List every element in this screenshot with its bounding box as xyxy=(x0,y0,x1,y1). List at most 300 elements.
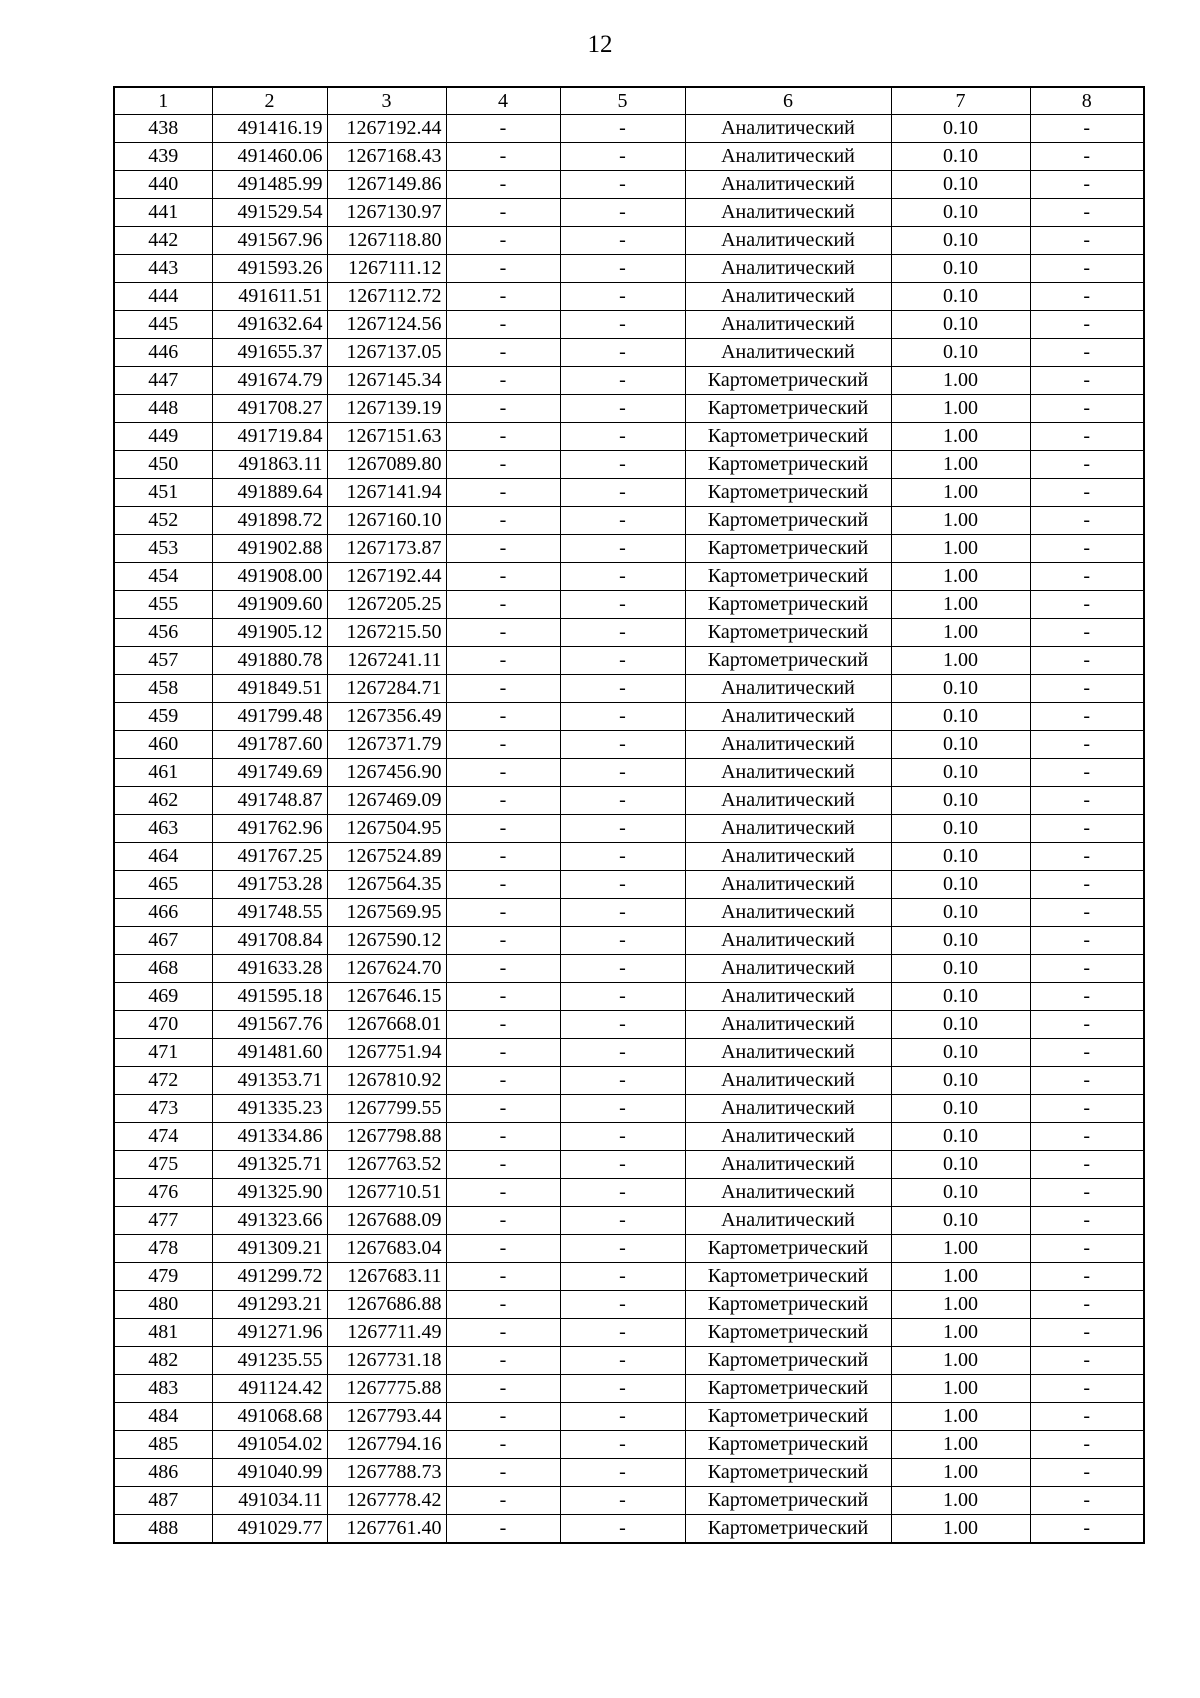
table-row xyxy=(114,731,1144,759)
column-8-cell: - xyxy=(1030,171,1144,199)
point-number-cell: 458 xyxy=(114,675,212,703)
column-header: 6 xyxy=(685,87,891,115)
table-row xyxy=(114,1011,1144,1039)
column-5-cell: - xyxy=(560,143,685,171)
point-number-cell: 467 xyxy=(114,927,212,955)
table-row xyxy=(114,479,1144,507)
point-number-cell: 440 xyxy=(114,171,212,199)
y-coordinate-cell: 1267456.90 xyxy=(327,759,446,787)
column-8-cell: - xyxy=(1030,479,1144,507)
column-5-cell: - xyxy=(560,675,685,703)
column-4-cell: - xyxy=(446,1039,560,1067)
x-coordinate-cell: 491029.77 xyxy=(212,1515,327,1544)
point-number-cell: 465 xyxy=(114,871,212,899)
column-5-cell: - xyxy=(560,871,685,899)
accuracy-cell: 0.10 xyxy=(891,283,1030,311)
y-coordinate-cell: 1267149.86 xyxy=(327,171,446,199)
point-number-cell: 486 xyxy=(114,1459,212,1487)
column-4-cell: - xyxy=(446,983,560,1011)
table-row xyxy=(114,927,1144,955)
method-cell: Картометрический xyxy=(685,1263,891,1291)
column-8-cell: - xyxy=(1030,843,1144,871)
column-5-cell: - xyxy=(560,395,685,423)
x-coordinate-cell: 491299.72 xyxy=(212,1263,327,1291)
method-cell: Аналитический xyxy=(685,199,891,227)
column-4-cell: - xyxy=(446,1095,560,1123)
column-header: 5 xyxy=(560,87,685,115)
point-number-cell: 444 xyxy=(114,283,212,311)
table-row xyxy=(114,171,1144,199)
column-4-cell: - xyxy=(446,871,560,899)
column-4-cell: - xyxy=(446,591,560,619)
table-header-row xyxy=(114,87,1144,115)
column-8-cell: - xyxy=(1030,255,1144,283)
table-row xyxy=(114,1459,1144,1487)
column-8-cell: - xyxy=(1030,1403,1144,1431)
column-8-cell: - xyxy=(1030,1515,1144,1544)
x-coordinate-cell: 491902.88 xyxy=(212,535,327,563)
point-number-cell: 448 xyxy=(114,395,212,423)
accuracy-cell: 0.10 xyxy=(891,227,1030,255)
method-cell: Аналитический xyxy=(685,927,891,955)
y-coordinate-cell: 1267524.89 xyxy=(327,843,446,871)
y-coordinate-cell: 1267141.94 xyxy=(327,479,446,507)
accuracy-cell: 1.00 xyxy=(891,1431,1030,1459)
table-row xyxy=(114,1123,1144,1151)
column-4-cell: - xyxy=(446,1459,560,1487)
accuracy-cell: 0.10 xyxy=(891,311,1030,339)
point-number-cell: 453 xyxy=(114,535,212,563)
y-coordinate-cell: 1267788.73 xyxy=(327,1459,446,1487)
column-5-cell: - xyxy=(560,703,685,731)
column-5-cell: - xyxy=(560,1291,685,1319)
x-coordinate-cell: 491595.18 xyxy=(212,983,327,1011)
table-row xyxy=(114,899,1144,927)
column-8-cell: - xyxy=(1030,899,1144,927)
x-coordinate-cell: 491674.79 xyxy=(212,367,327,395)
column-8-cell: - xyxy=(1030,1207,1144,1235)
x-coordinate-cell: 491749.69 xyxy=(212,759,327,787)
method-cell: Аналитический xyxy=(685,899,891,927)
method-cell: Аналитический xyxy=(685,1179,891,1207)
method-cell: Аналитический xyxy=(685,843,891,871)
accuracy-cell: 0.10 xyxy=(891,815,1030,843)
point-number-cell: 477 xyxy=(114,1207,212,1235)
column-5-cell: - xyxy=(560,115,685,143)
method-cell: Картометрический xyxy=(685,535,891,563)
point-number-cell: 441 xyxy=(114,199,212,227)
x-coordinate-cell: 491335.23 xyxy=(212,1095,327,1123)
column-header: 7 xyxy=(891,87,1030,115)
point-number-cell: 443 xyxy=(114,255,212,283)
x-coordinate-cell: 491068.68 xyxy=(212,1403,327,1431)
column-5-cell: - xyxy=(560,955,685,983)
point-number-cell: 473 xyxy=(114,1095,212,1123)
column-5-cell: - xyxy=(560,1235,685,1263)
column-5-cell: - xyxy=(560,1207,685,1235)
column-8-cell: - xyxy=(1030,535,1144,563)
table-row xyxy=(114,1039,1144,1067)
point-number-cell: 454 xyxy=(114,563,212,591)
accuracy-cell: 0.10 xyxy=(891,1095,1030,1123)
column-5-cell: - xyxy=(560,1011,685,1039)
column-8-cell: - xyxy=(1030,647,1144,675)
point-number-cell: 463 xyxy=(114,815,212,843)
column-5-cell: - xyxy=(560,1067,685,1095)
y-coordinate-cell: 1267646.15 xyxy=(327,983,446,1011)
column-8-cell: - xyxy=(1030,1095,1144,1123)
column-5-cell: - xyxy=(560,1039,685,1067)
column-header: 3 xyxy=(327,87,446,115)
x-coordinate-cell: 491040.99 xyxy=(212,1459,327,1487)
accuracy-cell: 0.10 xyxy=(891,731,1030,759)
column-4-cell: - xyxy=(446,171,560,199)
point-number-cell: 457 xyxy=(114,647,212,675)
column-4-cell: - xyxy=(446,311,560,339)
point-number-cell: 460 xyxy=(114,731,212,759)
column-8-cell: - xyxy=(1030,395,1144,423)
table-row xyxy=(114,563,1144,591)
table-row xyxy=(114,283,1144,311)
column-4-cell: - xyxy=(446,1487,560,1515)
method-cell: Картометрический xyxy=(685,563,891,591)
accuracy-cell: 0.10 xyxy=(891,199,1030,227)
column-header: 8 xyxy=(1030,87,1144,115)
y-coordinate-cell: 1267130.97 xyxy=(327,199,446,227)
method-cell: Картометрический xyxy=(685,1515,891,1544)
column-8-cell: - xyxy=(1030,927,1144,955)
method-cell: Аналитический xyxy=(685,871,891,899)
point-number-cell: 480 xyxy=(114,1291,212,1319)
accuracy-cell: 0.10 xyxy=(891,787,1030,815)
y-coordinate-cell: 1267683.11 xyxy=(327,1263,446,1291)
column-5-cell: - xyxy=(560,535,685,563)
column-8-cell: - xyxy=(1030,787,1144,815)
point-number-cell: 450 xyxy=(114,451,212,479)
column-5-cell: - xyxy=(560,591,685,619)
point-number-cell: 475 xyxy=(114,1151,212,1179)
accuracy-cell: 0.10 xyxy=(891,675,1030,703)
method-cell: Картометрический xyxy=(685,451,891,479)
point-number-cell: 479 xyxy=(114,1263,212,1291)
point-number-cell: 451 xyxy=(114,479,212,507)
method-cell: Аналитический xyxy=(685,171,891,199)
accuracy-cell: 0.10 xyxy=(891,983,1030,1011)
accuracy-cell: 1.00 xyxy=(891,591,1030,619)
column-4-cell: - xyxy=(446,227,560,255)
column-5-cell: - xyxy=(560,759,685,787)
y-coordinate-cell: 1267215.50 xyxy=(327,619,446,647)
x-coordinate-cell: 491767.25 xyxy=(212,843,327,871)
x-coordinate-cell: 491124.42 xyxy=(212,1375,327,1403)
table-row xyxy=(114,1375,1144,1403)
column-8-cell: - xyxy=(1030,199,1144,227)
y-coordinate-cell: 1267089.80 xyxy=(327,451,446,479)
x-coordinate-cell: 491567.76 xyxy=(212,1011,327,1039)
y-coordinate-cell: 1267778.42 xyxy=(327,1487,446,1515)
column-8-cell: - xyxy=(1030,815,1144,843)
table-row xyxy=(114,143,1144,171)
column-4-cell: - xyxy=(446,535,560,563)
point-number-cell: 485 xyxy=(114,1431,212,1459)
column-5-cell: - xyxy=(560,619,685,647)
method-cell: Аналитический xyxy=(685,1095,891,1123)
column-8-cell: - xyxy=(1030,1235,1144,1263)
y-coordinate-cell: 1267112.72 xyxy=(327,283,446,311)
table-row xyxy=(114,1319,1144,1347)
y-coordinate-cell: 1267710.51 xyxy=(327,1179,446,1207)
x-coordinate-cell: 491325.71 xyxy=(212,1151,327,1179)
column-5-cell: - xyxy=(560,1095,685,1123)
accuracy-cell: 1.00 xyxy=(891,619,1030,647)
column-8-cell: - xyxy=(1030,227,1144,255)
method-cell: Аналитический xyxy=(685,255,891,283)
column-8-cell: - xyxy=(1030,731,1144,759)
accuracy-cell: 0.10 xyxy=(891,759,1030,787)
column-4-cell: - xyxy=(446,1347,560,1375)
table-row xyxy=(114,703,1144,731)
y-coordinate-cell: 1267763.52 xyxy=(327,1151,446,1179)
column-4-cell: - xyxy=(446,787,560,815)
method-cell: Картометрический xyxy=(685,395,891,423)
y-coordinate-cell: 1267711.49 xyxy=(327,1319,446,1347)
x-coordinate-cell: 491849.51 xyxy=(212,675,327,703)
y-coordinate-cell: 1267799.55 xyxy=(327,1095,446,1123)
y-coordinate-cell: 1267688.09 xyxy=(327,1207,446,1235)
point-number-cell: 445 xyxy=(114,311,212,339)
column-5-cell: - xyxy=(560,171,685,199)
column-5-cell: - xyxy=(560,1151,685,1179)
x-coordinate-cell: 491762.96 xyxy=(212,815,327,843)
accuracy-cell: 0.10 xyxy=(891,171,1030,199)
accuracy-cell: 0.10 xyxy=(891,899,1030,927)
table-row xyxy=(114,871,1144,899)
column-5-cell: - xyxy=(560,899,685,927)
point-number-cell: 474 xyxy=(114,1123,212,1151)
method-cell: Картометрический xyxy=(685,507,891,535)
x-coordinate-cell: 491909.60 xyxy=(212,591,327,619)
table-row xyxy=(114,1067,1144,1095)
point-number-cell: 472 xyxy=(114,1067,212,1095)
x-coordinate-cell: 491416.19 xyxy=(212,115,327,143)
method-cell: Аналитический xyxy=(685,283,891,311)
column-4-cell: - xyxy=(446,1515,560,1544)
accuracy-cell: 0.10 xyxy=(891,255,1030,283)
column-4-cell: - xyxy=(446,199,560,227)
column-5-cell: - xyxy=(560,451,685,479)
column-8-cell: - xyxy=(1030,983,1144,1011)
method-cell: Картометрический xyxy=(685,423,891,451)
y-coordinate-cell: 1267469.09 xyxy=(327,787,446,815)
y-coordinate-cell: 1267564.35 xyxy=(327,871,446,899)
x-coordinate-cell: 491748.87 xyxy=(212,787,327,815)
x-coordinate-cell: 491633.28 xyxy=(212,955,327,983)
column-8-cell: - xyxy=(1030,1347,1144,1375)
column-8-cell: - xyxy=(1030,507,1144,535)
point-number-cell: 488 xyxy=(114,1515,212,1544)
column-4-cell: - xyxy=(446,1235,560,1263)
table-row xyxy=(114,647,1144,675)
x-coordinate-cell: 491708.27 xyxy=(212,395,327,423)
column-4-cell: - xyxy=(446,395,560,423)
method-cell: Картометрический xyxy=(685,1235,891,1263)
point-number-cell: 464 xyxy=(114,843,212,871)
column-4-cell: - xyxy=(446,479,560,507)
column-5-cell: - xyxy=(560,731,685,759)
column-4-cell: - xyxy=(446,115,560,143)
x-coordinate-cell: 491054.02 xyxy=(212,1431,327,1459)
method-cell: Картометрический xyxy=(685,1459,891,1487)
y-coordinate-cell: 1267118.80 xyxy=(327,227,446,255)
accuracy-cell: 0.10 xyxy=(891,927,1030,955)
column-5-cell: - xyxy=(560,1319,685,1347)
method-cell: Аналитический xyxy=(685,1207,891,1235)
accuracy-cell: 0.10 xyxy=(891,1207,1030,1235)
column-5-cell: - xyxy=(560,1515,685,1544)
x-coordinate-cell: 491567.96 xyxy=(212,227,327,255)
x-coordinate-cell: 491708.84 xyxy=(212,927,327,955)
method-cell: Картометрический xyxy=(685,1319,891,1347)
table-row xyxy=(114,1347,1144,1375)
y-coordinate-cell: 1267124.56 xyxy=(327,311,446,339)
y-coordinate-cell: 1267173.87 xyxy=(327,535,446,563)
column-8-cell: - xyxy=(1030,563,1144,591)
y-coordinate-cell: 1267137.05 xyxy=(327,339,446,367)
point-number-cell: 456 xyxy=(114,619,212,647)
x-coordinate-cell: 491905.12 xyxy=(212,619,327,647)
y-coordinate-cell: 1267192.44 xyxy=(327,563,446,591)
y-coordinate-cell: 1267794.16 xyxy=(327,1431,446,1459)
y-coordinate-cell: 1267683.04 xyxy=(327,1235,446,1263)
method-cell: Картометрический xyxy=(685,591,891,619)
column-5-cell: - xyxy=(560,563,685,591)
method-cell: Аналитический xyxy=(685,983,891,1011)
column-5-cell: - xyxy=(560,367,685,395)
column-4-cell: - xyxy=(446,1123,560,1151)
column-8-cell: - xyxy=(1030,367,1144,395)
table-row xyxy=(114,115,1144,143)
accuracy-cell: 0.10 xyxy=(891,143,1030,171)
column-4-cell: - xyxy=(446,759,560,787)
column-8-cell: - xyxy=(1030,591,1144,619)
column-8-cell: - xyxy=(1030,451,1144,479)
x-coordinate-cell: 491460.06 xyxy=(212,143,327,171)
column-4-cell: - xyxy=(446,1403,560,1431)
column-8-cell: - xyxy=(1030,1039,1144,1067)
column-5-cell: - xyxy=(560,1347,685,1375)
method-cell: Аналитический xyxy=(685,675,891,703)
accuracy-cell: 0.10 xyxy=(891,115,1030,143)
column-8-cell: - xyxy=(1030,339,1144,367)
point-number-cell: 469 xyxy=(114,983,212,1011)
accuracy-cell: 1.00 xyxy=(891,1487,1030,1515)
point-number-cell: 476 xyxy=(114,1179,212,1207)
column-4-cell: - xyxy=(446,955,560,983)
accuracy-cell: 0.10 xyxy=(891,1123,1030,1151)
column-header: 1 xyxy=(114,87,212,115)
column-4-cell: - xyxy=(446,1431,560,1459)
table-row xyxy=(114,1291,1144,1319)
x-coordinate-cell: 491235.55 xyxy=(212,1347,327,1375)
point-number-cell: 484 xyxy=(114,1403,212,1431)
y-coordinate-cell: 1267775.88 xyxy=(327,1375,446,1403)
accuracy-cell: 0.10 xyxy=(891,1039,1030,1067)
method-cell: Картометрический xyxy=(685,367,891,395)
column-8-cell: - xyxy=(1030,143,1144,171)
table-row xyxy=(114,787,1144,815)
column-4-cell: - xyxy=(446,143,560,171)
accuracy-cell: 0.10 xyxy=(891,1067,1030,1095)
accuracy-cell: 1.00 xyxy=(891,1375,1030,1403)
y-coordinate-cell: 1267160.10 xyxy=(327,507,446,535)
y-coordinate-cell: 1267793.44 xyxy=(327,1403,446,1431)
y-coordinate-cell: 1267668.01 xyxy=(327,1011,446,1039)
accuracy-cell: 0.10 xyxy=(891,1179,1030,1207)
column-4-cell: - xyxy=(446,1011,560,1039)
column-5-cell: - xyxy=(560,927,685,955)
point-number-cell: 471 xyxy=(114,1039,212,1067)
column-5-cell: - xyxy=(560,843,685,871)
column-5-cell: - xyxy=(560,339,685,367)
y-coordinate-cell: 1267205.25 xyxy=(327,591,446,619)
table-row xyxy=(114,1179,1144,1207)
table-row xyxy=(114,367,1144,395)
point-number-cell: 442 xyxy=(114,227,212,255)
x-coordinate-cell: 491271.96 xyxy=(212,1319,327,1347)
method-cell: Аналитический xyxy=(685,1067,891,1095)
column-8-cell: - xyxy=(1030,1123,1144,1151)
accuracy-cell: 0.10 xyxy=(891,1011,1030,1039)
column-8-cell: - xyxy=(1030,423,1144,451)
column-8-cell: - xyxy=(1030,1011,1144,1039)
column-4-cell: - xyxy=(446,619,560,647)
column-8-cell: - xyxy=(1030,1291,1144,1319)
column-5-cell: - xyxy=(560,199,685,227)
method-cell: Аналитический xyxy=(685,759,891,787)
column-5-cell: - xyxy=(560,647,685,675)
x-coordinate-cell: 491719.84 xyxy=(212,423,327,451)
point-number-cell: 446 xyxy=(114,339,212,367)
method-cell: Аналитический xyxy=(685,143,891,171)
column-8-cell: - xyxy=(1030,115,1144,143)
method-cell: Картометрический xyxy=(685,1403,891,1431)
y-coordinate-cell: 1267504.95 xyxy=(327,815,446,843)
column-4-cell: - xyxy=(446,423,560,451)
accuracy-cell: 1.00 xyxy=(891,479,1030,507)
point-number-cell: 478 xyxy=(114,1235,212,1263)
accuracy-cell: 1.00 xyxy=(891,1403,1030,1431)
table-row xyxy=(114,759,1144,787)
x-coordinate-cell: 491748.55 xyxy=(212,899,327,927)
table-row xyxy=(114,1515,1144,1544)
accuracy-cell: 1.00 xyxy=(891,367,1030,395)
column-4-cell: - xyxy=(446,1375,560,1403)
x-coordinate-cell: 491325.90 xyxy=(212,1179,327,1207)
point-number-cell: 487 xyxy=(114,1487,212,1515)
method-cell: Аналитический xyxy=(685,227,891,255)
y-coordinate-cell: 1267145.34 xyxy=(327,367,446,395)
accuracy-cell: 1.00 xyxy=(891,507,1030,535)
x-coordinate-cell: 491908.00 xyxy=(212,563,327,591)
column-5-cell: - xyxy=(560,255,685,283)
y-coordinate-cell: 1267810.92 xyxy=(327,1067,446,1095)
table-row xyxy=(114,591,1144,619)
accuracy-cell: 0.10 xyxy=(891,339,1030,367)
column-8-cell: - xyxy=(1030,1151,1144,1179)
column-5-cell: - xyxy=(560,787,685,815)
table-row xyxy=(114,507,1144,535)
column-5-cell: - xyxy=(560,1263,685,1291)
